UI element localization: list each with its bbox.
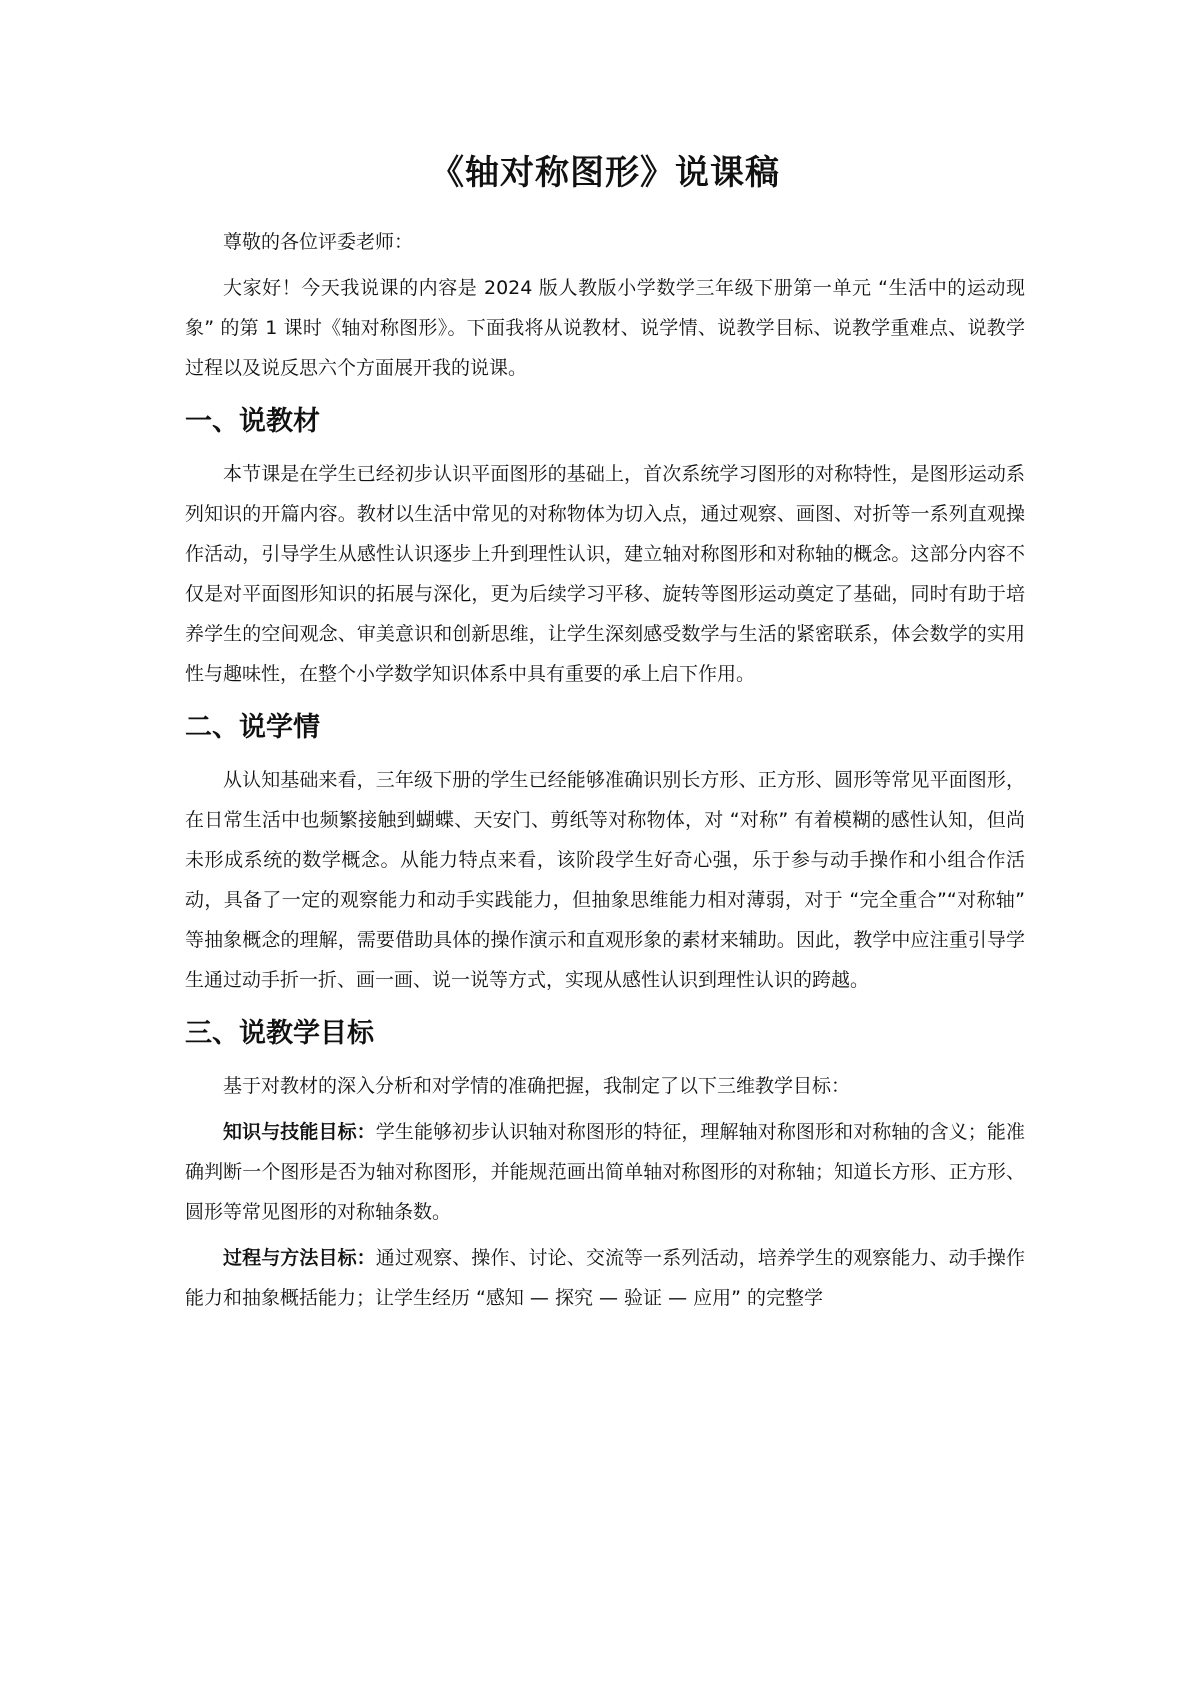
students-paragraph: 从认知基础来看，三年级下册的学生已经能够准确识别长方形、正方形、圆形等常见平面图形，在日常生活中也频繁接触到蝴蝶、天安门、剪纸等对称物体，对 “对称” 有着模糊的感性认知，但尚未形成系统的数学概念。从能力特点来看，该阶段学生好奇心强，乐于参与动手操作和小组合作活动，具备了一定的观察能力和动手实践能力，但抽象思维能力相对薄弱，对于 “完全重合”“对称轴” 等抽象概念的理解，需要借助具体的操作演示和直观形象的素材来辅助。因此，教学中应注重引导学生通过动手折一折、画一画、说一说等方式，实现从感性认识到理性认识的跨越。 <box>185 769 1025 991</box>
section-heading-students: 二、说学情 <box>185 712 320 743</box>
goals-intro: 基于对教材的深入分析和对学情的准确把握，我制定了以下三维教学目标： <box>223 1075 851 1097</box>
greeting: 尊敬的各位评委老师： <box>223 231 414 253</box>
goal-process-label: 过程与方法目标： <box>223 1247 376 1269</box>
document-title: 《轴对称图形》说课稿 <box>430 153 780 193</box>
section-heading-textbook: 一、说教材 <box>185 406 320 437</box>
goal-process <box>185 1238 1025 1318</box>
document-page <box>185 150 1025 1318</box>
section-heading-goals: 三、说教学目标 <box>185 1018 374 1049</box>
goal-knowledge <box>185 1112 1025 1232</box>
textbook-paragraph: 本节课是在学生已经初步认识平面图形的基础上，首次系统学习图形的对称特性，是图形运动系列知识的开篇内容。教材以生活中常见的对称物体为切入点，通过观察、画图、对折等一系列直观操作活动，引导学生从感性认识逐步上升到理性认识，建立轴对称图形和对称轴的概念。这部分内容不仅是对平面图形知识的拓展与深化，更为后续学习平移、旋转等图形运动奠定了基础，同时有助于培养学生的空间观念、审美意识和创新思维，让学生深刻感受数学与生活的紧密联系，体会数学的实用性与趣味性，在整个小学数学知识体系中具有重要的承上启下作用。 <box>185 463 1025 685</box>
intro-paragraph: 大家好！今天我说课的内容是 2024 版人教版小学数学三年级下册第一单元 “生活中的运动现象” 的第 1 课时《轴对称图形》。下面我将从说教材、说学情、说教学目标、说教学重难点、说教学过程以及说反思六个方面展开我的说课。 <box>185 277 1025 379</box>
goal-process-text: 通过观察、操作、讨论、交流等一系列活动，培养学生的观察能力、动手操作能力和抽象概括能力；让学生经历 “感知 — 探究 — 验证 — 应用” 的完整学 <box>185 1247 1025 1309</box>
goal-knowledge-text: 学生能够初步认识轴对称图形的特征，理解轴对称图形和对称轴的含义；能准确判断一个图形是否为轴对称图形，并能规范画出简单轴对称图形的对称轴；知道长方形、正方形、圆形等常见图形的对称轴条数。 <box>185 1121 1025 1223</box>
goal-knowledge-label: 知识与技能目标： <box>223 1121 376 1143</box>
